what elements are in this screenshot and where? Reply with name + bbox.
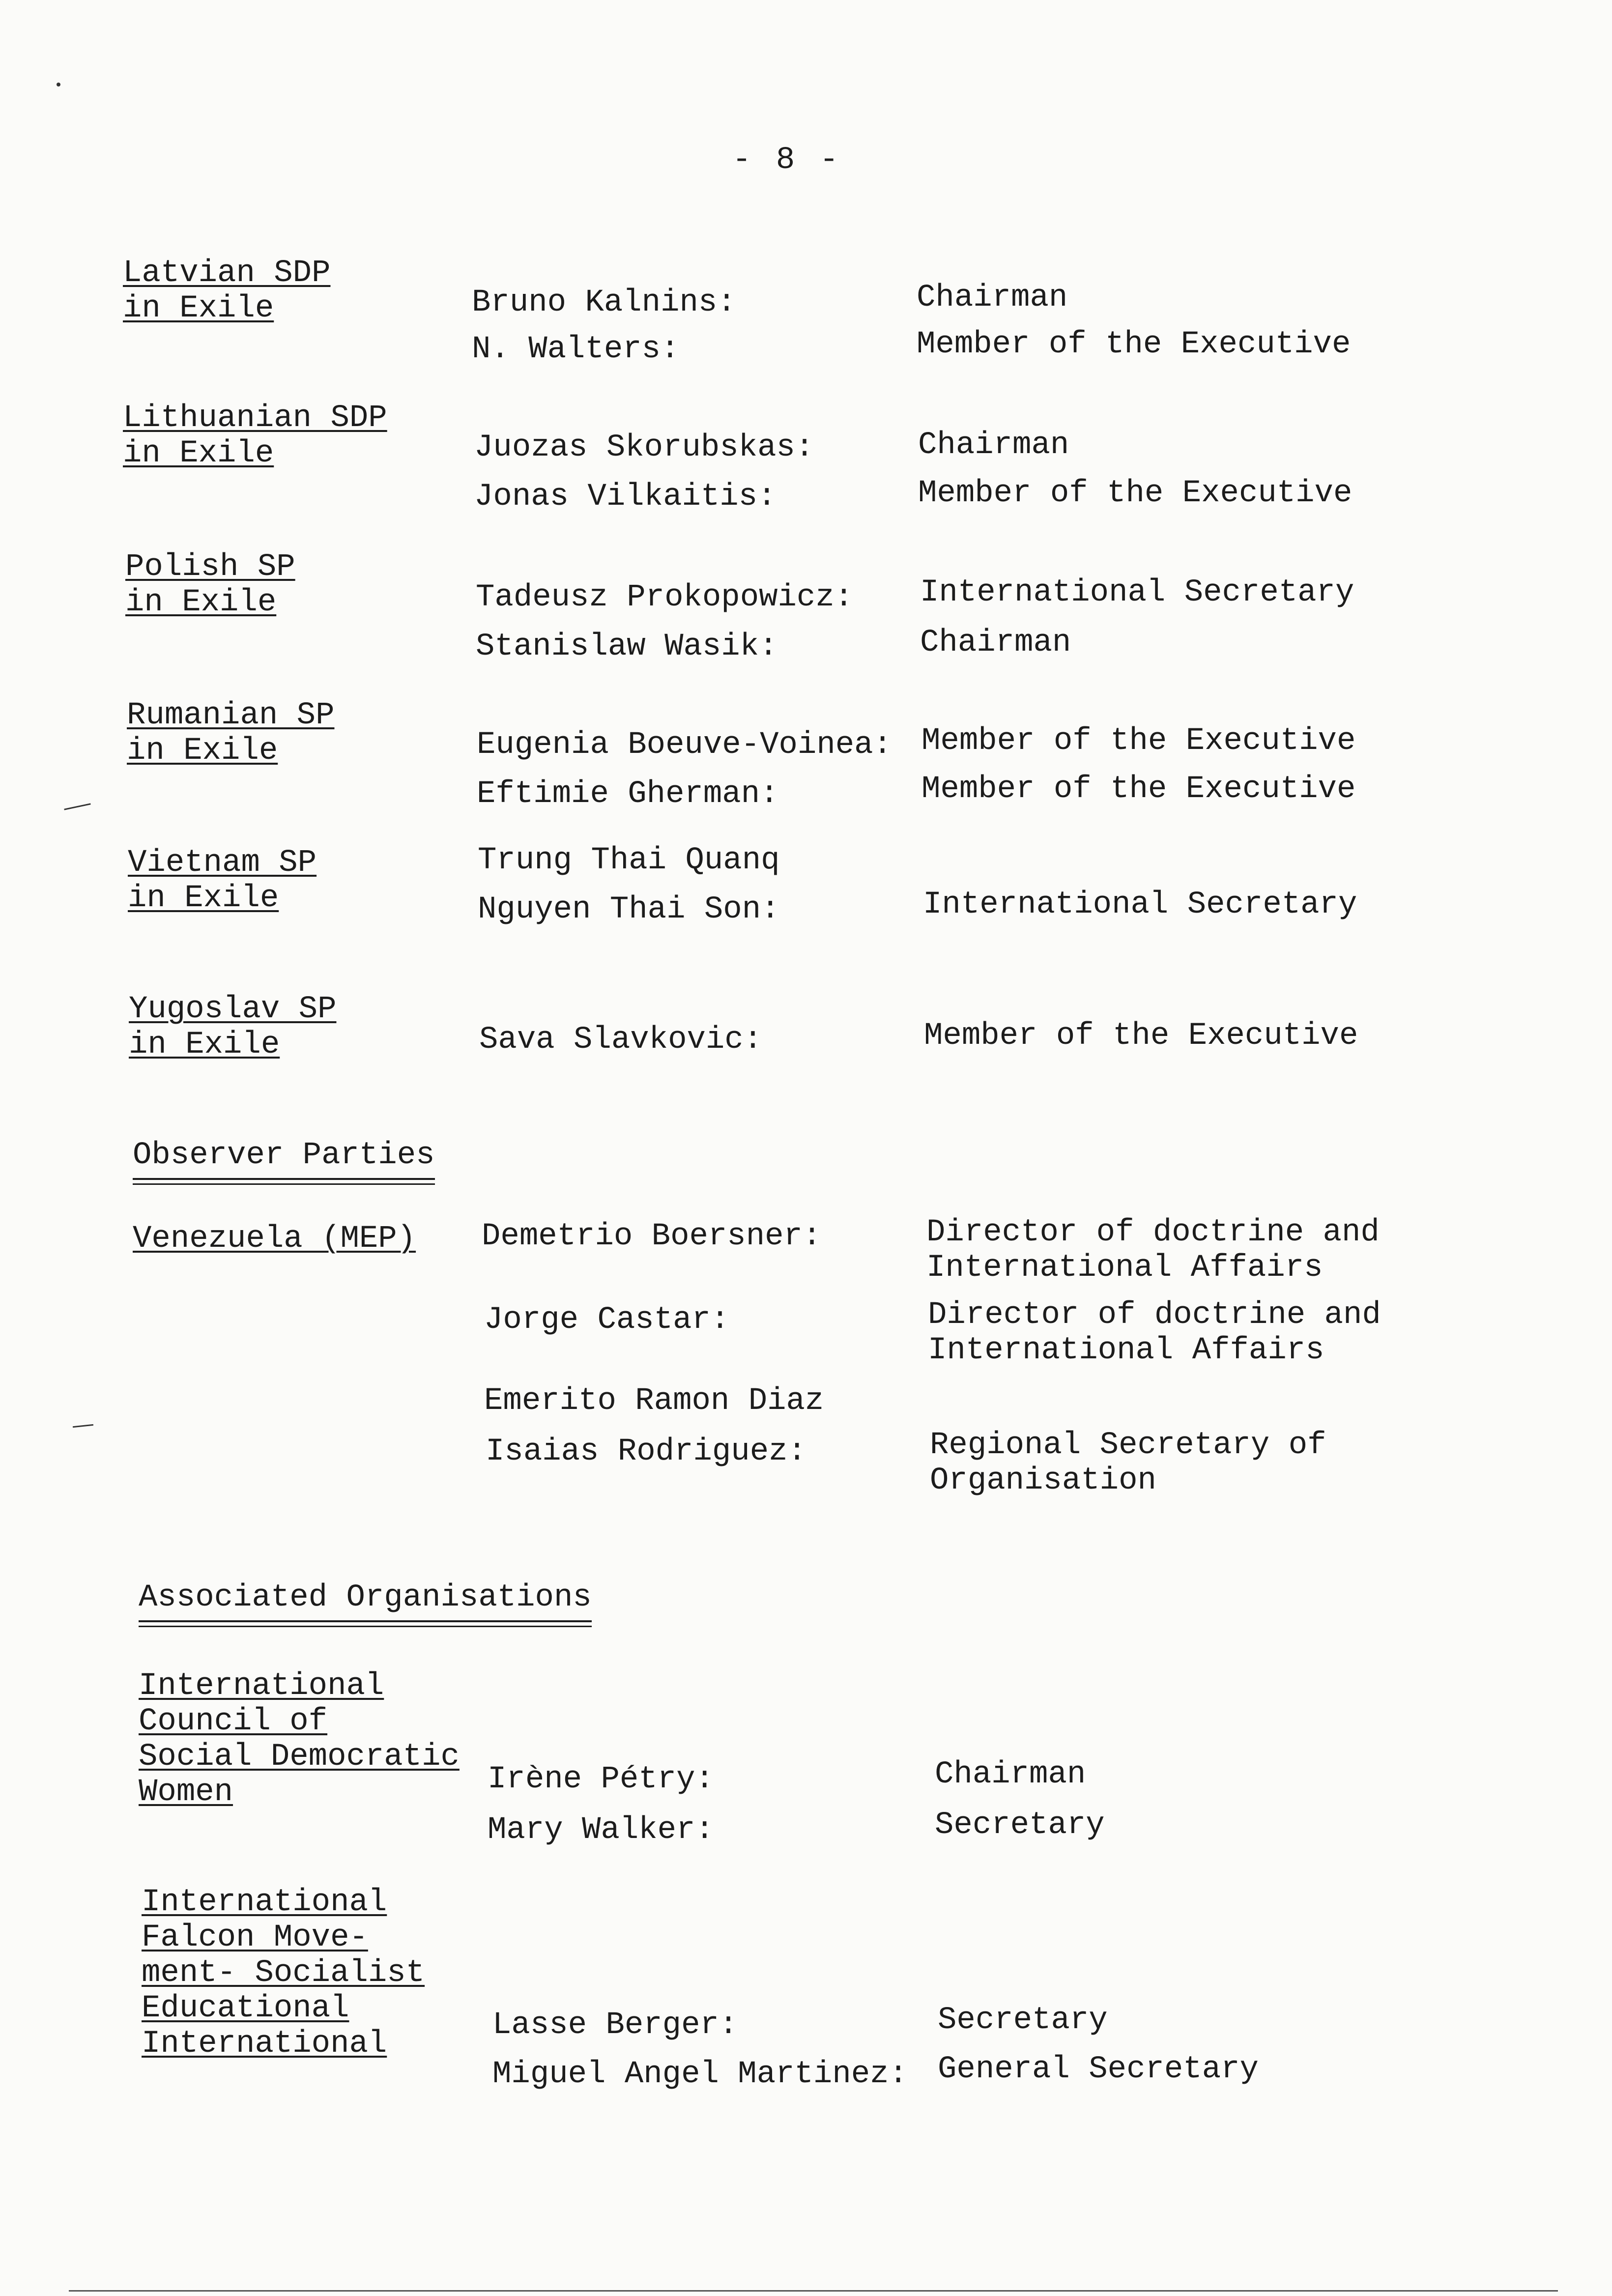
person-role: Member of the Executive	[921, 772, 1356, 807]
person-name: Isaias Rodriguez:	[486, 1434, 806, 1469]
person-name: Demetrio Boersner:	[482, 1219, 822, 1254]
person-role: Secretary	[938, 2003, 1108, 2038]
person-name: Sava Slavkovic:	[479, 1022, 763, 1058]
person-role: Chairman	[918, 428, 1069, 463]
person-role: Member of the Executive	[921, 723, 1356, 759]
person-role: Chairman	[935, 1757, 1086, 1792]
person-name: Eugenia Boeuve-Voinea:	[477, 727, 892, 763]
person-role: Chairman	[920, 625, 1071, 660]
scan-mark	[57, 83, 60, 86]
person-name: Eftimie Gherman:	[477, 776, 779, 812]
person-name: Jonas Vilkaitis:	[474, 479, 777, 515]
person-role: Member of the Executive	[924, 1018, 1358, 1054]
scan-mark	[73, 1424, 93, 1428]
person-role: Chairman	[917, 280, 1068, 316]
person-name: Nguyen Thai Son:	[478, 892, 780, 927]
person-name: Trung Thai Quanq	[478, 843, 780, 878]
section-heading-observer: Observer Parties	[133, 1138, 435, 1180]
org-rumanian: Rumanian SP in Exile	[127, 698, 335, 769]
org-latvian: Latvian SDP in Exile	[123, 256, 331, 326]
person-name: N. Walters:	[472, 332, 680, 367]
org-women-council: International Council of Social Democratic Women	[139, 1668, 460, 1810]
org-vietnam: Vietnam SP in Exile	[128, 845, 317, 916]
person-role: Regional Secretary of Organisation	[930, 1428, 1326, 1498]
org-lithuanian: Lithuanian SDP in Exile	[123, 401, 387, 471]
scan-mark	[64, 803, 90, 810]
page-number: - 8 -	[732, 143, 842, 178]
person-name: Lasse Berger:	[492, 2008, 738, 2043]
section-heading-associated: Associated Organisations	[139, 1580, 592, 1622]
person-name: Emerito Ramon Diaz	[484, 1383, 824, 1419]
person-role: Member of the Executive	[917, 327, 1351, 362]
bottom-rule	[69, 2290, 1558, 2292]
person-name: Irène Pétry:	[488, 1762, 714, 1797]
org-polish: Polish SP in Exile	[125, 549, 295, 620]
person-role: Secretary	[935, 1808, 1105, 1843]
person-name: Bruno Kalnins:	[472, 285, 736, 320]
person-role: Member of the Executive	[918, 476, 1353, 511]
org-falcon-movement: International Falcon Move- ment- Socialist Educational International	[142, 1885, 425, 2062]
person-name: Jorge Castar:	[484, 1302, 730, 1338]
person-name: Miguel Angel Martinez:	[492, 2057, 908, 2092]
person-name: Mary Walker:	[488, 1812, 714, 1848]
person-name: Stanislaw Wasik:	[476, 629, 778, 664]
person-role: International Secretary	[923, 887, 1357, 922]
org-yugoslav: Yugoslav SP in Exile	[129, 992, 337, 1062]
person-name: Juozas Skorubskas:	[474, 430, 814, 465]
org-venezuela: Venezuela (MEP)	[133, 1221, 416, 1257]
person-role: General Secretary	[938, 2052, 1259, 2087]
person-name: Tadeusz Prokopowicz:	[476, 580, 854, 615]
person-role: Director of doctrine and International Affairs	[926, 1215, 1380, 1286]
person-role: International Secretary	[920, 575, 1354, 610]
person-role: Director of doctrine and International Affairs	[928, 1297, 1381, 1368]
